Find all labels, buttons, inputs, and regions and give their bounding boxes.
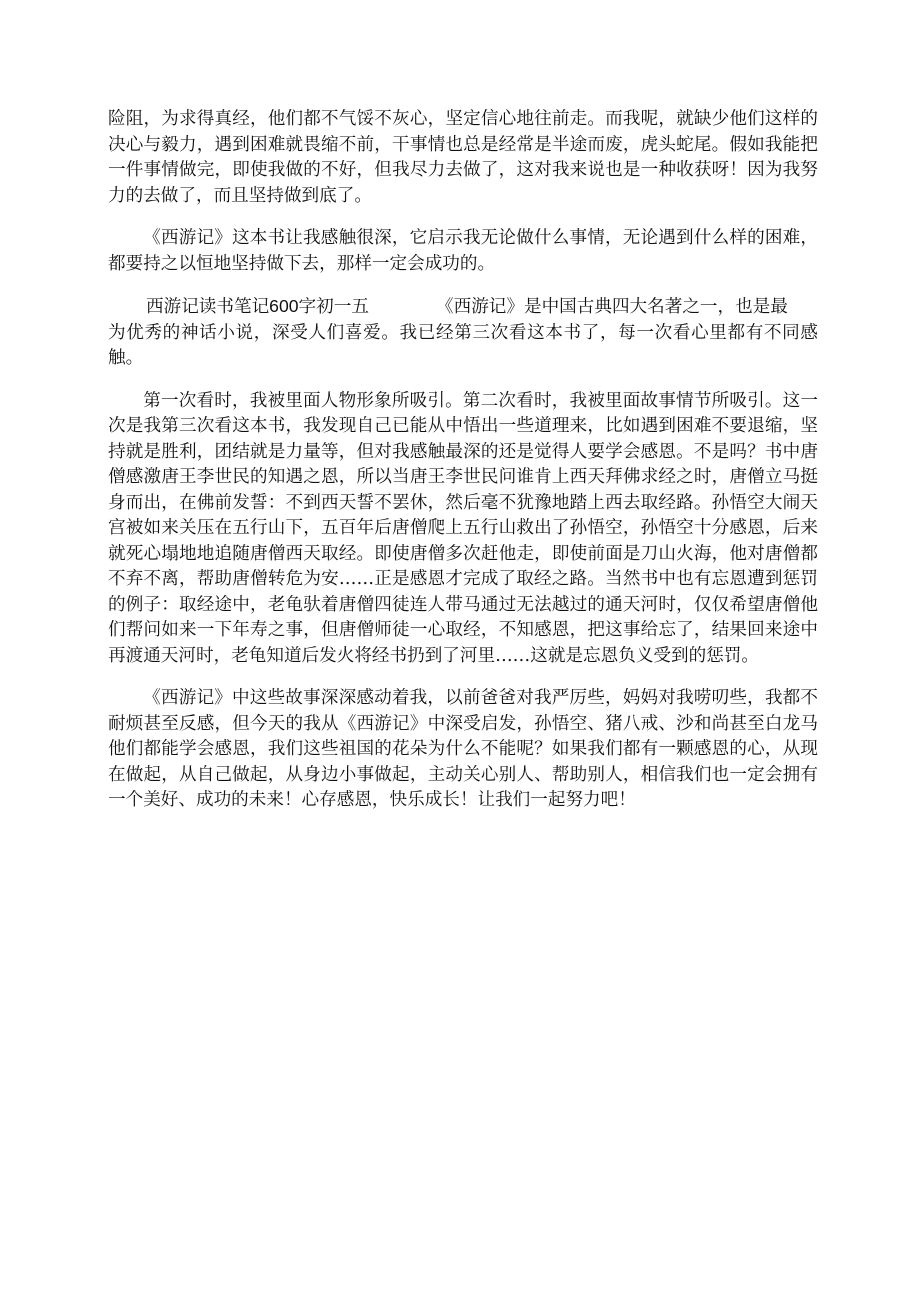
paragraph-conclusion: 《西游记》中这些故事深深感动着我，以前爸爸对我严厉些，妈妈对我唠叨些，我都不耐烦甚至反感，但今天的我从《西游记》中深受启发，孙悟空、猪八戒、沙和尚甚至白龙马他们都能学会感恩，我们这些祖国的花朵为什么不能呢？如果我们都有一颗感恩的心，从现在做起，从自己做起，从身边小事做起，主动关心别人、帮助别人，相信我们也一定会拥有一个美好、成功的未来！心存感恩，快乐成长！让我们一起努力吧！	[108, 688, 818, 810]
section-title	[108, 294, 436, 321]
paragraph-spacer	[108, 669, 818, 686]
section-heading-line	[108, 294, 818, 321]
document-body	[108, 107, 818, 814]
paragraph-reflection: 《西游记》这本书让我感触很深，它启示我无论做什么事情，无论遇到什么样的困难，都要持之以恒地坚持做下去，那样一定会成功的。	[108, 228, 818, 274]
section-intro-first-line: 《西游记》是中国古典四大名著之一，也是最	[436, 297, 788, 317]
paragraph-spacer	[108, 372, 818, 389]
paragraph-spacer	[108, 277, 818, 294]
section-title-suffix: 字初一五	[298, 297, 369, 317]
section-intro-rest: 为优秀的神话小说，深受人们喜爱。我已经第三次看这本书了，每一次看心里都有不同感触。	[108, 322, 818, 368]
section-title-prefix: 西游记读书笔记	[146, 297, 270, 317]
paragraph-spacer	[108, 209, 818, 226]
paragraph-continuation: 险阻，为求得真经，他们都不气馁不灰心，坚定信心地往前走。而我呢，就缺少他们这样的决心与毅力，遇到困难就畏缩不前，干事情也总是经常是半途而废，虎头蛇尾。假如我能把一件事情做完，即使我做的不好，但我尽力去做了，这对我来说也是一种收获呀！因为我努力的去做了，而且坚持做到底了。	[108, 109, 818, 206]
paragraph-gratitude-examples: 第一次看时，我被里面人物形象所吸引。第二次看时，我被里面故事情节所吸引。这一次是我第三次看这本书，我发现自己已能从中悟出一些道理来，比如遇到困难不要退缩，坚持就是胜利，团结就是力量等，但对我感触最深的还是觉得人要学会感恩。不是吗？书中唐僧感激唐王李世民的知遇之恩，所以当唐王李世民问谁肯上西天拜佛求经之时，唐僧立马挺身而出，在佛前发誓：不到西天誓不罢休，然后毫不犹豫地踏上西去取经路。孙悟空大闹天宫被如来关压在五行山下，五百年后唐僧爬上五行山救出了孙悟空，孙悟空十分感恩，后来就死心塌地地追随唐僧西天取经。即使唐僧多次赶他走，即使前面是刀山火海，他对唐僧都不弃不离，帮助唐僧转危为安……正是感恩才完成了取经之路。当然书中也有忘恩遭到惩罚的例子：取经途中，老龟驮着唐僧四徒连人带马通过无法越过的通天河时，仅仅希望唐僧他们帮问如来一下年寿之事，但唐僧师徒一心取经，不知感恩，把这事给忘了，结果回来途中再渡通天河时，老龟知道后发火将经书扔到了河里……这就是忘恩负义受到的惩罚。	[108, 390, 818, 666]
section-title-number: 600	[269, 296, 299, 316]
section-heading-block	[108, 294, 818, 372]
